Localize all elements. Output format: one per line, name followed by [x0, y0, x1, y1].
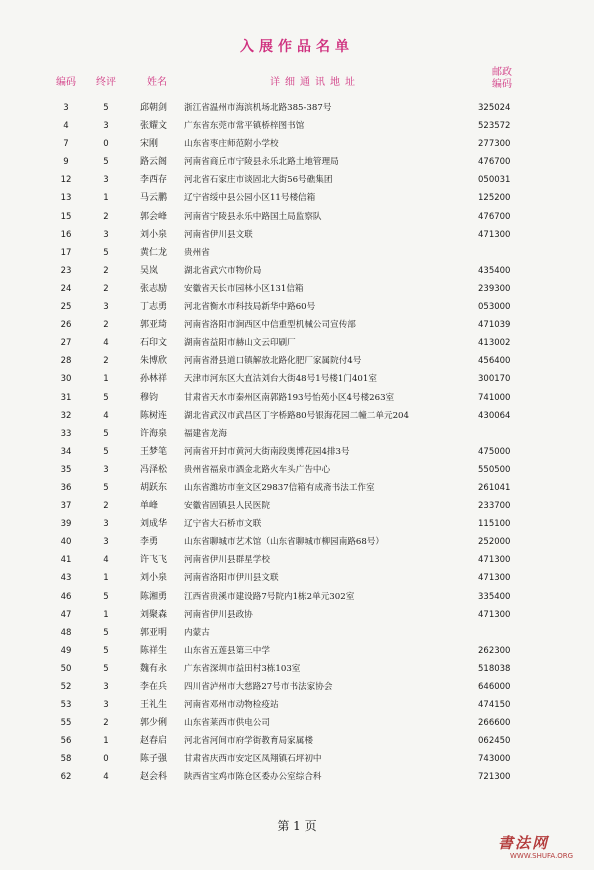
entry-name: 冯泽松 — [140, 464, 168, 475]
entry-zip: 471300 — [478, 555, 511, 566]
entry-address: 广东省深圳市益田村3栋103室 — [184, 663, 301, 674]
entry-eval: 3 — [103, 537, 109, 548]
entry-eval: 2 — [103, 320, 109, 331]
entry-eval: 5 — [103, 392, 109, 403]
table-row — [0, 99, 594, 117]
entry-name: 王礼生 — [140, 700, 168, 711]
table-row — [0, 407, 594, 425]
entry-address: 广东省东莞市常平镇桥梓图书馆 — [184, 121, 305, 132]
entry-code: 24 — [60, 283, 72, 294]
entry-address: 湖北省武汉市武昌区丁字桥路80号银海花园二幢二单元204 — [184, 410, 409, 421]
entry-address: 河南省邓州市动物检疫站 — [184, 700, 279, 711]
entry-eval: 1 — [103, 736, 109, 747]
watermark-logo — [496, 832, 588, 862]
entry-eval: 1 — [103, 374, 109, 385]
entry-eval: 2 — [103, 501, 109, 512]
entry-code: 9 — [63, 157, 69, 168]
column-header-address: 详细通讯地址 — [270, 77, 360, 88]
entry-code: 52 — [60, 682, 72, 692]
table-row — [0, 352, 594, 370]
table-row — [0, 189, 594, 207]
entry-eval: 0 — [103, 754, 109, 765]
entry-code: 12 — [60, 175, 72, 186]
table-row — [0, 171, 594, 189]
table-row — [0, 334, 594, 352]
entry-zip: 476700 — [478, 157, 511, 168]
table-row — [0, 515, 594, 533]
entry-eval: 5 — [103, 645, 109, 656]
entry-name: 孙林祥 — [140, 374, 168, 385]
table-row — [0, 280, 594, 298]
entry-code: 58 — [60, 754, 72, 765]
table-row — [0, 117, 594, 135]
entry-name: 陈祥生 — [140, 645, 168, 656]
table-row — [0, 244, 594, 262]
entry-name: 张耀文 — [140, 121, 168, 132]
entry-zip: 233700 — [478, 501, 511, 512]
table-row — [0, 624, 594, 642]
entry-zip: 476700 — [478, 211, 511, 222]
entry-name: 单峰 — [140, 501, 159, 512]
table-row — [0, 226, 594, 244]
entry-code: 23 — [60, 265, 72, 276]
table-row — [0, 732, 594, 750]
entry-name: 郭亚琦 — [140, 320, 168, 331]
entry-name: 路云阁 — [140, 157, 168, 168]
entry-zip: 325024 — [478, 103, 511, 113]
entry-name: 邱朝剑 — [140, 103, 168, 113]
entry-zip: 050031 — [478, 175, 511, 186]
entry-eval: 3 — [103, 175, 109, 186]
entry-name: 魏有永 — [140, 663, 168, 674]
entry-address: 湖北省武穴市物价局 — [184, 265, 262, 276]
entry-name: 陈湘勇 — [140, 591, 168, 602]
table-row — [0, 750, 594, 768]
entry-code: 16 — [60, 229, 72, 240]
entry-code: 17 — [60, 247, 72, 258]
entry-eval: 1 — [103, 193, 109, 204]
column-header-zip-line1: 邮政 — [492, 67, 512, 78]
entry-eval: 1 — [103, 573, 109, 584]
entry-zip: 053000 — [478, 302, 511, 313]
table-row — [0, 208, 594, 226]
table-row — [0, 316, 594, 334]
entry-code: 25 — [60, 302, 72, 313]
entry-address: 贵州省 — [184, 247, 210, 258]
entry-zip: 262300 — [478, 645, 511, 656]
entry-code: 13 — [60, 193, 72, 204]
entry-eval: 5 — [103, 446, 109, 457]
entry-name: 石印文 — [140, 338, 168, 349]
entry-address: 辽宁省大石桥市文联 — [184, 519, 262, 530]
entry-eval: 3 — [103, 121, 109, 132]
entry-code: 32 — [60, 410, 72, 421]
entry-code: 30 — [60, 374, 72, 385]
entry-address: 贵州省福泉市酒金北路火车头广告中心 — [184, 464, 331, 475]
entry-zip: 550500 — [478, 464, 511, 475]
entry-address: 山东省聊城市艺术馆（山东省聊城市柳园南路68号） — [184, 537, 384, 548]
entry-eval: 5 — [103, 627, 109, 638]
entry-name: 刘成华 — [140, 519, 168, 530]
entry-list — [0, 99, 594, 787]
entry-address: 河南省商丘市宁陵县永乐北路土地管理局 — [184, 157, 339, 168]
entry-address: 河南省滑县道口镇解放北路化肥厂家属院付4号 — [184, 356, 362, 367]
entry-zip: 471300 — [478, 609, 511, 620]
entry-address: 陕西省宝鸡市陈仓区委办公室综合科 — [184, 772, 322, 783]
entry-code: 47 — [60, 609, 72, 620]
entry-zip: 743000 — [478, 754, 511, 765]
entry-name: 李在兵 — [140, 682, 168, 692]
watermark-brand: 書法网 — [498, 834, 550, 852]
entry-code: 26 — [60, 320, 72, 331]
entry-name: 黄仁龙 — [140, 247, 168, 258]
entry-name: 吴岚 — [140, 265, 159, 276]
entry-address: 河南省伊川县政协 — [184, 609, 253, 620]
table-row — [0, 588, 594, 606]
entry-name: 丁志勇 — [140, 302, 168, 313]
entry-code: 40 — [60, 537, 72, 548]
entry-zip: 413002 — [478, 338, 511, 349]
entry-name: 陈子强 — [140, 754, 168, 765]
entry-code: 31 — [60, 392, 72, 403]
entry-name: 赵会科 — [140, 772, 168, 783]
entry-zip: 721300 — [478, 772, 511, 783]
entry-name: 宋刚 — [140, 139, 159, 150]
entry-address: 甘肃省庆西市安定区凤翔镇石坪初中 — [184, 754, 322, 765]
entry-code: 3 — [63, 103, 69, 113]
entry-eval: 5 — [103, 591, 109, 602]
entry-address: 山东省潍坊市奎文区29837信箱有成斋书法工作室 — [184, 482, 375, 493]
entry-code: 34 — [60, 446, 72, 457]
entry-name: 许飞飞 — [140, 555, 168, 566]
entry-code: 15 — [60, 211, 72, 222]
entry-eval: 5 — [103, 428, 109, 439]
entry-name: 穆钧 — [140, 392, 159, 403]
entry-code: 41 — [60, 555, 72, 566]
entry-eval: 3 — [103, 682, 109, 692]
entry-eval: 2 — [103, 718, 109, 729]
entry-zip: 471300 — [478, 573, 511, 584]
entry-zip: 471300 — [478, 229, 511, 240]
entry-eval: 4 — [103, 772, 109, 783]
entry-name: 朱博欣 — [140, 356, 168, 367]
entry-code: 36 — [60, 482, 72, 493]
table-row — [0, 678, 594, 696]
entry-zip: 125200 — [478, 193, 511, 204]
entry-zip: 456400 — [478, 356, 511, 367]
entry-name: 李西存 — [140, 175, 168, 186]
entry-address: 湖南省益阳市赫山文云印刷厂 — [184, 338, 296, 349]
entry-eval: 0 — [103, 139, 109, 150]
entry-name: 马云鹏 — [140, 193, 168, 204]
entry-eval: 2 — [103, 265, 109, 276]
entry-address: 河北省石家庄市谈固北大街56号礁集团 — [184, 175, 333, 186]
entry-eval: 5 — [103, 157, 109, 168]
entry-code: 37 — [60, 501, 72, 512]
entry-code: 33 — [60, 428, 72, 439]
table-row — [0, 298, 594, 316]
entry-eval: 3 — [103, 700, 109, 711]
entry-address: 河南省开封市黄河大街南段奥博花园4排3号 — [184, 446, 350, 457]
entry-eval: 4 — [103, 410, 109, 421]
entry-zip: 266600 — [478, 718, 511, 729]
entry-code: 7 — [63, 139, 69, 150]
entry-name: 李勇 — [140, 537, 159, 548]
entry-code: 50 — [60, 663, 72, 674]
table-row — [0, 479, 594, 497]
entry-code: 39 — [60, 519, 72, 530]
entry-code: 55 — [60, 718, 72, 729]
entry-eval: 1 — [103, 609, 109, 620]
entry-name: 郭亚明 — [140, 627, 168, 638]
entry-zip: 646000 — [478, 682, 511, 692]
entry-name: 刘聚森 — [140, 609, 168, 620]
entry-code: 49 — [60, 645, 72, 656]
entry-address: 河南省洛阳市伊川县文联 — [184, 573, 279, 584]
entry-address: 河南省伊川县文联 — [184, 229, 253, 240]
entry-code: 35 — [60, 464, 72, 475]
table-row — [0, 642, 594, 660]
table-row — [0, 551, 594, 569]
entry-eval: 2 — [103, 283, 109, 294]
entry-eval: 3 — [103, 464, 109, 475]
entry-name: 刘小泉 — [140, 573, 168, 584]
entry-eval: 5 — [103, 247, 109, 258]
watermark-url: WWW.SHUFA.ORG — [510, 852, 574, 860]
entry-eval: 4 — [103, 338, 109, 349]
entry-eval: 3 — [103, 519, 109, 530]
entry-address: 天津市河东区大直沽刘台大街48号1号楼1门401室 — [184, 374, 377, 385]
column-header-name: 姓名 — [147, 77, 167, 88]
entry-code: 4 — [63, 121, 69, 132]
entry-address: 河北省衡水市科技局新华中路60号 — [184, 302, 316, 313]
entry-zip: 277300 — [478, 139, 511, 150]
entry-eval: 5 — [103, 663, 109, 674]
entry-name: 陈树连 — [140, 410, 168, 421]
table-row — [0, 461, 594, 479]
entry-address: 山东省五莲县第三中学 — [184, 645, 270, 656]
table-row — [0, 696, 594, 714]
entry-address: 四川省泸州市大慈路27号市书法家协会 — [184, 682, 333, 692]
entry-address: 辽宁省绥中县公园小区11号楼信箱 — [184, 193, 316, 204]
entry-address: 安徽省天长市园林小区131信箱 — [184, 283, 304, 294]
entry-zip: 115100 — [478, 519, 511, 530]
entry-code: 48 — [60, 627, 72, 638]
entry-eval: 2 — [103, 356, 109, 367]
table-row — [0, 389, 594, 407]
entry-name: 许海泉 — [140, 428, 168, 439]
table-row — [0, 262, 594, 280]
entry-name: 刘小泉 — [140, 229, 168, 240]
entry-address: 内蒙古 — [184, 627, 210, 638]
entry-address: 河南省宁陵县永乐中路国土局监察队 — [184, 211, 322, 222]
table-row — [0, 569, 594, 587]
entry-name: 郭少俐 — [140, 718, 168, 729]
entry-zip: 471039 — [478, 320, 511, 331]
table-row — [0, 497, 594, 515]
table-row — [0, 370, 594, 388]
entry-name: 郭会峰 — [140, 211, 168, 222]
entry-code: 43 — [60, 573, 72, 584]
entry-address: 甘肃省天水市秦州区南郭路193号怡苑小区4号楼263室 — [184, 392, 395, 403]
page-title: 入展作品名单 — [240, 39, 354, 55]
entry-eval: 5 — [103, 103, 109, 113]
entry-address: 山东省枣庄师范附小学校 — [184, 139, 279, 150]
entry-eval: 3 — [103, 229, 109, 240]
entry-name: 张志励 — [140, 283, 168, 294]
entry-address: 河南省伊川县群星学校 — [184, 555, 270, 566]
entry-code: 62 — [60, 772, 72, 783]
entry-address: 浙江省温州市海滨机场北路385-387号 — [184, 103, 332, 113]
entry-zip: 252000 — [478, 537, 511, 548]
entry-eval: 4 — [103, 555, 109, 566]
entry-address: 河南省洛阳市涧西区中信重型机械公司宣传部 — [184, 320, 356, 331]
entry-name: 赵春启 — [140, 736, 168, 747]
table-row — [0, 425, 594, 443]
entry-code: 27 — [60, 338, 72, 349]
entry-code: 53 — [60, 700, 72, 711]
table-row — [0, 606, 594, 624]
entry-zip: 239300 — [478, 283, 511, 294]
entry-zip: 300170 — [478, 374, 511, 385]
entry-zip: 062450 — [478, 736, 511, 747]
table-row — [0, 768, 594, 786]
entry-zip: 435400 — [478, 265, 511, 276]
table-row — [0, 153, 594, 171]
entry-code: 28 — [60, 356, 72, 367]
entry-address: 山东省莱西市供电公司 — [184, 718, 270, 729]
table-row — [0, 714, 594, 732]
column-header-eval: 终评 — [96, 77, 116, 88]
column-header-code: 编码 — [56, 77, 76, 88]
entry-eval: 3 — [103, 302, 109, 313]
column-header-zip — [482, 67, 522, 91]
entry-address: 安徽省固镇县人民医院 — [184, 501, 270, 512]
page-number: 第 1 页 — [277, 819, 317, 833]
entry-address: 福建省龙海 — [184, 428, 227, 439]
table-row — [0, 660, 594, 678]
entry-name: 胡跃东 — [140, 482, 168, 493]
entry-eval: 5 — [103, 482, 109, 493]
entry-zip: 430064 — [478, 410, 511, 421]
entry-zip: 523572 — [478, 121, 511, 132]
entry-zip: 474150 — [478, 700, 511, 711]
entry-zip: 335400 — [478, 591, 511, 602]
entry-zip: 741000 — [478, 392, 511, 403]
entry-zip: 518038 — [478, 663, 511, 674]
entry-code: 46 — [60, 591, 72, 602]
entry-zip: 475000 — [478, 446, 511, 457]
entry-name: 王梦笔 — [140, 446, 168, 457]
table-row — [0, 533, 594, 551]
entry-eval: 2 — [103, 211, 109, 222]
entry-code: 56 — [60, 736, 72, 747]
entry-address: 河北省河间市府学街教育局家属楼 — [184, 736, 313, 747]
entry-zip: 261041 — [478, 482, 511, 493]
table-row — [0, 135, 594, 153]
column-header-zip-line2: 编码 — [492, 79, 512, 90]
entry-address: 江西省贵溪市建设路7号院内1栋2单元302室 — [184, 591, 355, 602]
table-row — [0, 443, 594, 461]
